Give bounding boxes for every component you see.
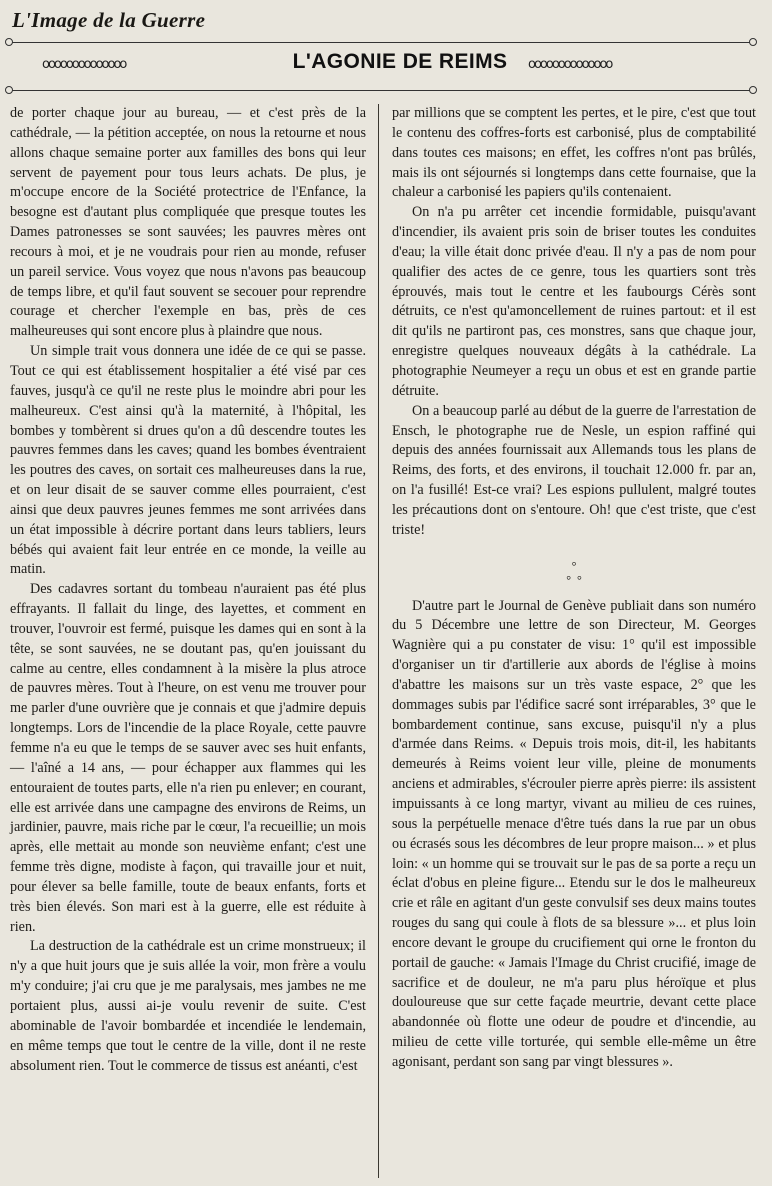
corner-ornament bbox=[749, 38, 757, 46]
article-body bbox=[10, 104, 758, 1178]
corner-ornament bbox=[5, 86, 13, 94]
bottom-rule bbox=[8, 90, 754, 91]
masthead-title: L'Image de la Guerre bbox=[12, 8, 206, 32]
paragraph: Des cadavres sortant du tombeau n'auraient pas été plus effrayants. Il fallait du linge, des layettes, et comment en trouver, l'ouvroir est fermé, puisque les dames qui en sont à la tête, se sont sauvées, ne se doutant pas, qu'en jouissant du calme au centre, elles condamnent à la misère la plus atroce de pauvres mères. Tout à l'heure, on est venu me trouver pour me parler d'une ouvrière que je connais et que j'admire depuis longtemps. Lors de l'incendie de la place Royale, cette pauvre femme n'a eu que le temps de se sauver avec ses huit enfants, — l'aîné a 14 ans, — pour échapper aux flammes qui les entouraient de toutes parts, elle n'a rien pu enlever; en courant, elle est arrivée dans une campagne des environs de Reims, un jardinier, pauvre, mais riche par le cœur, l'a recueillie; un mois après, elle mettait au monde son neuvième enfant; c'est une femme très digne, modiste à façon, qui travaille jour et nuit, pour élever sa belle famille, toute de beaux enfants, forts et très bien élevés. Son mari est à la guerre, elle est réduite à rien. bbox=[10, 581, 366, 935]
title-banner bbox=[8, 40, 754, 92]
paragraph: La destruction de la cathédrale est un crime monstrueux; il n'y a que huit jours que je suis allée la voir, mon frère a voulu m'y conduire; j'ai cru que je me paralysais, mes jambes ne me portaient plus, aussi ai-je voulu revenir de suite. C'est abominable de l'avoir bombardée et incendiée le lendemain, en même temps que tout le centre de la ville, dont il ne reste absolument rien. Tout le commerce de tissus est anéanti, c'est bbox=[10, 938, 366, 1074]
corner-ornament bbox=[749, 86, 757, 94]
chain-ornament-left: oooooooooooooo bbox=[42, 57, 126, 71]
paragraph: On a beaucoup parlé au début de la guerre de l'arrestation de Ensch, le photographe rue de Nesle, un espion raffiné qui depuis des années fournissait aux Allemands tous les plans de Reims, des forts, et des environs, il touchait 12.000 fr. par an, on l'a fusillé! Est-ce vrai? Les espions pullulent, malgré toutes les précautions dont on s'entoure. Oh! que c'est triste, que c'est triste! bbox=[392, 402, 756, 538]
paragraph: Un simple trait vous donnera une idée de ce qui se passe. Tout ce qui est établissement hospitalier a été visé par ces fauves, jusqu'à ce qu'il ne reste plus le moindre abri pour les malheureux. C'est ainsi qu'à la maternité, à l'hôpital, les bombes y tombèrent si drues qu'on a dû descendre toutes les pauvres femmes dans les caves; quand les bombes éventraient les poutres des caves, on sortait ces malheureuses dans la rue, et on leur disait de se sauver comme elles pourraient, c'est ainsi que deux pauvres jeunes femmes me sont arrivées dans un état impossible à décrire portant dans leurs tabliers, leurs bébés qui avaient fait leur entrée en ce monde, la veille au matin. bbox=[10, 343, 366, 578]
column-divider bbox=[378, 104, 379, 1178]
paragraph: D'autre part le Journal de Genève publiait dans son numéro du 5 Décembre une lettre de son Directeur, M. Georges Wagnière qui a pu constater de visu: 1° qu'il est impossible d'organiser un tir d'artillerie aux abords de l'église à moins d'abattre les maisons sur un très vaste espace, 2° que les dommages subis par l'édifice sacré sont irréparables, 3° que le bombardement continue, sans excuse, puisqu'il n'y a plus d'armée dans Reims. « Depuis trois mois, dit-il, les habitants demeurés à Reims voient leur ville, pleine de monuments anciens et admirables, s'écrouler pierre après pierre: ils assistent impuissants à ce long martyr, vivant au milieu de ces ruines, sous la perpétuelle menace d'être tués dans la rue par un obus ou écrasés sous les décombres de leur propre maison... » et plus loin: « un homme qui se trouvait sur le pas de sa porte a reçu un éclat d'obus en pleine figure... Etendu sur le dos le malheureux crie et râle en agitant d'un geste convulsif ses deux mains toutes rouges du sang qui coule à flots de sa blessure »... et plus loin encore devant le groupe du crucifiement qui orne le fronton du portail de gauche: « Jamais l'Image du Christ crucifié, image de sacrifice et de douleur, ne m'a paru plus héroïque et plus douloureuse que sur cette façade meurtrie, devant cette place abandonnée où flotte une odeur de poudre et d'incendie, au milieu de cette ville torturée, qui semble elle-même un être agonisant, perdant son sang par vingt blessures ». bbox=[392, 597, 756, 1070]
paragraph: On n'a pu arrêter cet incendie formidable, puisqu'avant d'incendier, ils avaient pris soin de briser toutes les conduites d'eau; la ville était donc privée d'eau. Il n'y a pas de nom pour qualifier des actes de ce genre, tous les quartiers sont très éprouvés, mais tout le centre et les faubourgs Cérès sont détruits, ce n'est qu'amoncellement de ruines partout: et il est dit qu'ils ne partiront pas, ces monstres, sans que chaque jour, enregistre quelques nouveaux dégâts à la cathédrale. La photographie Neumeyer a reçu un obus et est en grande partie détruite. bbox=[392, 204, 756, 399]
article-title: L'AGONIE DE REIMS bbox=[292, 50, 508, 73]
left-column bbox=[10, 104, 366, 1076]
top-rule bbox=[8, 42, 754, 43]
corner-ornament bbox=[5, 38, 13, 46]
right-column bbox=[392, 104, 756, 1073]
paragraph: par millions que se comptent les pertes, et le pire, c'est que tout le contenu des coffres-forts est carbonisé, plus de comptabilité dans toutes ces maisons; en effet, les coffres n'ont pas brûlés, mais ils ont séjournés si longtemps dans cette fournaise, que la chaleur a carbonisé les papiers qu'ils contenaient. bbox=[392, 105, 756, 201]
section-separator: ° ° ° bbox=[566, 558, 582, 587]
paragraph: de porter chaque jour au bureau, — et c'est près de la cathédrale, — la pétition acceptée, on nous la retourne et nous allons chaque semaine porter aux familles des bons qui leur servent de payement pour tous leurs achats. De plus, je m'occupe encore de la Société protectrice de l'Enfance, la besogne est d'autant plus compliquée que presque toutes les Dames patronesses se sont sauvées; les pauvres mères ont recours à moi, et je ne voudrais pour rien au monde, refuser un pareil service. Vous voyez que nous n'avons pas beaucoup de temps libre, et qu'il faut souvent se secouer pour reprendre courage et chercher l'exemple en bas, près de ces malheureuses qui sont encore plus à plaindre que nous. bbox=[10, 105, 366, 340]
chain-ornament-right: oooooooooooooo bbox=[528, 57, 612, 71]
